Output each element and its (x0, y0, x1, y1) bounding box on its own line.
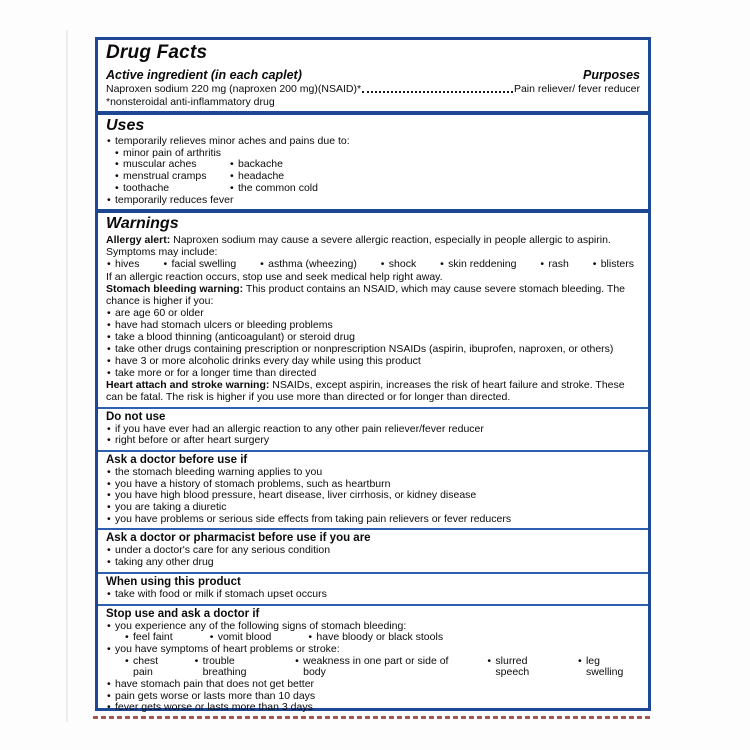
drug-facts-label (95, 37, 651, 714)
stroke-sign-item: • leg swelling (577, 656, 640, 679)
when-using-heading: When using this product (106, 575, 241, 588)
stroke-sign-item: • slurred speech (486, 656, 564, 679)
heart-warning-text: NSAIDs, except aspirin, increases the risk of heart failure and stroke. These can be fatal. The risk is higher if you use more than directed or for longer than directed. (106, 379, 625, 404)
stop-use-bullet: • pain gets worse or lasts more than 10 days (106, 691, 640, 703)
bleeding-sign-item: • have bloody or black stools (307, 632, 443, 644)
allergy-alert-lead: Allergy alert: (106, 234, 171, 247)
ask-doctor-bullet: • you have problems or serious side effects from taking pain relievers or fever reducers (106, 514, 640, 526)
uses-sub-bullet: • toothache (114, 183, 229, 195)
bleeding-sign-item: • vomit blood (209, 632, 272, 644)
stop-use-bullet: • you have symptoms of heart problems or stroke: (106, 644, 640, 656)
ask-doctor-section (98, 452, 648, 529)
uses-bullet: • temporarily relieves minor aches and pains due to: (106, 136, 640, 148)
uses-sub-bullet: • headache (229, 171, 284, 183)
ask-pharmacist-section (98, 530, 648, 571)
ask-doctor-bullet: • the stomach bleeding warning applies to you (106, 467, 640, 479)
warnings-section (98, 213, 648, 406)
symptom-item: • skin reddening (439, 258, 516, 270)
when-using-section (98, 574, 648, 604)
do-not-use-bullet: • right before or after heart surgery (106, 435, 640, 447)
perforation-line (93, 716, 653, 719)
stomach-bullet: • are age 60 or older (106, 307, 640, 319)
when-using-bullet: • take with food or milk if stomach upset occurs (106, 589, 640, 601)
ask-pharmacist-bullet: • under a doctor's care for any serious condition (106, 545, 640, 557)
heart-warning-lead: Heart attach and stroke warning: (106, 379, 270, 392)
uses-sub-bullet: • minor pain of arthritis (114, 148, 640, 160)
uses-heading: Uses (106, 117, 145, 134)
ask-doctor-bullet: • you have high blood pressure, heart disease, liver cirrhosis, or kidney disease (106, 490, 640, 502)
stop-use-bullet: • fever gets worse or lasts more than 3 days (106, 702, 640, 714)
symptom-item: • hives (106, 258, 140, 270)
drug-facts-title: Drug Facts (106, 42, 208, 63)
ask-doctor-heading: Ask a doctor before use if (106, 453, 248, 466)
bleeding-sign-item: • feel faint (124, 632, 173, 644)
stomach-bleeding-text: This product contains an NSAID, which may cause severe stomach bleeding. The chance is higher if you: (106, 282, 626, 307)
symptom-item: • facial swelling (162, 258, 236, 270)
stroke-sign-item: • chest pain (124, 656, 181, 679)
stomach-bleeding-paragraph (106, 283, 640, 307)
heart-warning-paragraph (106, 379, 640, 403)
sheet-edge-line (66, 30, 68, 722)
stop-use-heading: Stop use and ask a doctor if (106, 607, 260, 620)
stomach-bullet: • take more or for a longer time than directed (106, 367, 640, 379)
stop-use-bullet: • you experience any of the following signs of stomach bleeding: (106, 621, 640, 633)
uses-two-col-row (114, 171, 640, 183)
stomach-bullet: • have had stomach ulcers or bleeding problems (106, 319, 640, 331)
nsaid-footnote: *nonsteroidal anti-inflammatory drug (106, 96, 275, 108)
stop-use-bullet: • have stomach pain that does not get better (106, 679, 640, 691)
stomach-bleeding-lead: Stomach bleeding warning: (106, 282, 244, 295)
stomach-bullet: • take other drugs containing prescription or nonprescription NSAIDs (aspirin, ibuprofen, naproxen, or others) (106, 343, 640, 355)
uses-bullet: • temporarily reduces fever (106, 195, 640, 207)
uses-sub-bullet: • menstrual cramps (114, 171, 229, 183)
stop-use-section (98, 606, 648, 718)
uses-sub-bullet: • the common cold (229, 183, 318, 195)
do-not-use-bullet: • if you have ever had an allergic reaction to any other pain reliever/fever reducer (106, 424, 640, 436)
allergy-symptoms-row (106, 258, 640, 270)
ask-doctor-bullet: • you are taking a diuretic (106, 502, 640, 514)
uses-two-col-row (114, 183, 640, 195)
purposes-heading: Purposes (583, 68, 640, 82)
ask-doctor-bullet: • you have a history of stomach problems, such as heartburn (106, 479, 640, 491)
do-not-use-heading: Do not use (106, 410, 166, 423)
active-ingredient-heading: Active ingredient (in each caplet) (106, 68, 302, 82)
ingredient-purpose: Pain reliever/ fever reducer (513, 83, 640, 95)
allergy-alert-text: Naproxen sodium may cause a severe allergic reaction, especially in people allergic to aspirin. Symptoms may include: (106, 234, 611, 259)
stroke-sign-item: • weakness in one part or side of body (294, 656, 473, 679)
stomach-bullet: • take a blood thinning (anticoagulant) or steroid drug (106, 331, 640, 343)
uses-sub-bullet: • backache (229, 159, 283, 171)
symptom-item: • blisters (592, 258, 634, 270)
uses-sub-bullet: • muscular aches (114, 159, 229, 171)
symptom-item: • shock (380, 258, 416, 270)
uses-section (98, 115, 648, 209)
warnings-heading: Warnings (106, 215, 179, 233)
dotted-leader (362, 91, 513, 93)
stroke-signs-row (124, 656, 640, 679)
ingredient-line (98, 82, 648, 95)
do-not-use-section (98, 409, 648, 450)
allergy-alert-paragraph (106, 234, 640, 258)
stroke-sign-item: • trouble breathing (194, 656, 281, 679)
ask-pharmacist-heading: Ask a doctor or pharmacist before use if you are (106, 532, 371, 545)
symptom-item: • asthma (wheezing) (259, 258, 357, 270)
symptom-item: • rash (539, 258, 568, 270)
active-ingredient-header-row (98, 65, 648, 82)
ingredient-name: Naproxen sodium 220 mg (naproxen 200 mg)(NSAID)* (106, 83, 362, 95)
stomach-bullet: • have 3 or more alcoholic drinks every day while using this product (106, 355, 640, 367)
ask-pharmacist-bullet: • taking any other drug (106, 557, 640, 569)
allergy-note: If an allergic reaction occurs, stop use and seek medical help right away. (106, 270, 443, 283)
